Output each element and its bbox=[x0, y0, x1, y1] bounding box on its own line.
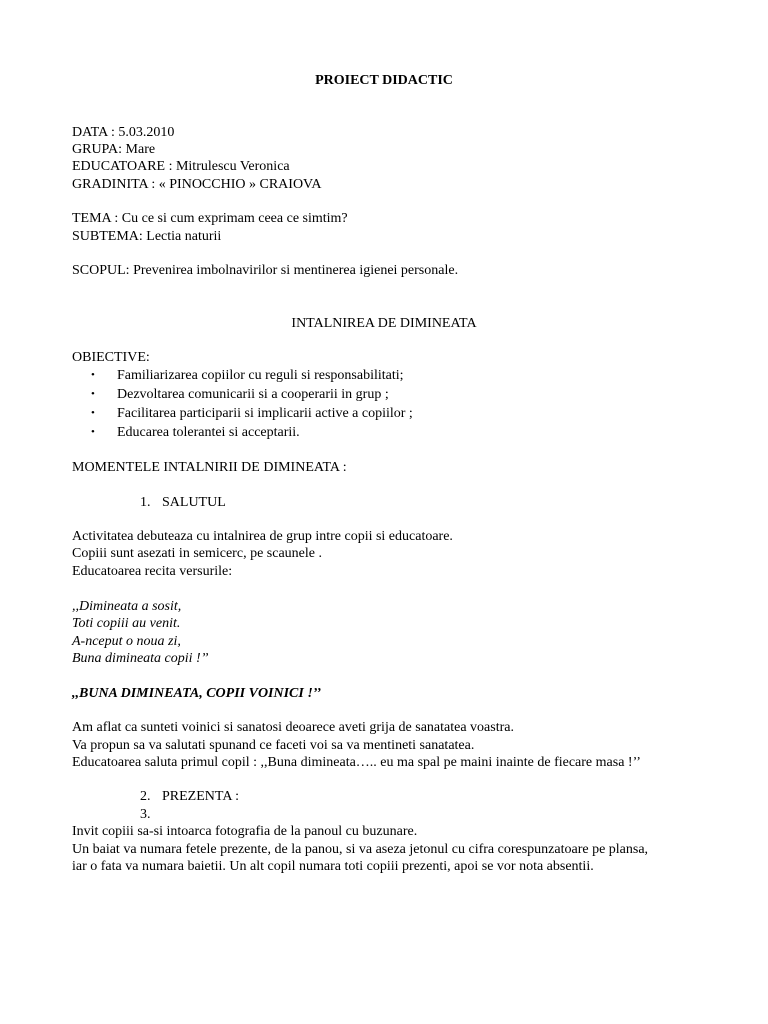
paragraph-line: Un baiat va numara fetele prezente, de la panou, si va aseza jetonul cu cifra corespunzatoare pe plansa, bbox=[72, 842, 649, 857]
document-title: PROIECT DIDACTIC bbox=[315, 73, 453, 88]
paragraph-line: Educatoarea recita versurile: bbox=[72, 564, 233, 579]
objective-item: Dezvoltarea comunicarii si a cooperarii in grup ; bbox=[117, 387, 389, 402]
paragraph-line: iar o fata va numara baietii. Un alt copil numara toti copiii prezenti, apoi se vor nota absentii. bbox=[72, 859, 594, 874]
paragraph-line: Activitatea debuteaza cu intalnirea de grup intre copii si educatoare. bbox=[72, 529, 453, 544]
gradinita-line: GRADINITA : « PINOCCHIO » CRAIOVA bbox=[72, 177, 322, 192]
bullet-icon: • bbox=[91, 369, 95, 381]
paragraph-line: Va propun sa va salutati spunand ce faceti voi sa va mentineti sanatatea. bbox=[72, 738, 475, 753]
momente-label: MOMENTELE INTALNIRII DE DIMINEATA : bbox=[72, 460, 347, 475]
objectives-label: OBIECTIVE: bbox=[72, 350, 150, 365]
educatoare-line: EDUCATOARE : Mitrulescu Veronica bbox=[72, 159, 290, 174]
step-number: 2. bbox=[140, 789, 151, 804]
grupa-line: GRUPA: Mare bbox=[72, 142, 156, 157]
step-label: PREZENTA : bbox=[162, 789, 240, 804]
data-line: DATA : 5.03.2010 bbox=[72, 125, 175, 140]
paragraph-line: Am aflat ca sunteti voinici si sanatosi deoarece aveti grija de sanatatea voastra. bbox=[72, 720, 514, 735]
poem-line: Toti copiii au venit. bbox=[72, 616, 181, 631]
section-heading: INTALNIREA DE DIMINEATA bbox=[291, 316, 477, 331]
greeting-heading: ,,BUNA DIMINEATA, COPII VOINICI !’’ bbox=[72, 686, 322, 701]
poem-line: Buna dimineata copii !’’ bbox=[72, 651, 209, 666]
scopul-line: SCOPUL: Prevenirea imbolnavirilor si mentinerea igienei personale. bbox=[72, 263, 459, 278]
step-label: SALUTUL bbox=[162, 495, 226, 510]
paragraph-line: Invit copiii sa-si intoarca fotografia de la panoul cu buzunare. bbox=[72, 824, 418, 839]
poem-line: ,,Dimineata a sosit, bbox=[72, 599, 182, 614]
objective-item: Facilitarea participarii si implicarii active a copiilor ; bbox=[117, 406, 413, 421]
bullet-icon: • bbox=[91, 407, 95, 419]
step-number: 3. bbox=[140, 807, 151, 822]
paragraph-line: Copiii sunt asezati in semicerc, pe scaunele . bbox=[72, 546, 322, 561]
objective-item: Familiarizarea copiilor cu reguli si responsabilitati; bbox=[117, 368, 404, 383]
bullet-icon: • bbox=[91, 426, 95, 438]
objective-item: Educarea tolerantei si acceptarii. bbox=[117, 425, 300, 440]
tema-line: TEMA : Cu ce si cum exprimam ceea ce simtim? bbox=[72, 211, 348, 226]
subtema-line: SUBTEMA: Lectia naturii bbox=[72, 229, 222, 244]
paragraph-line: Educatoarea saluta primul copil : ,,Buna dimineata….. eu ma spal pe maini inainte de fiecare masa !’’ bbox=[72, 755, 641, 770]
bullet-icon: • bbox=[91, 388, 95, 400]
poem-line: A-nceput o noua zi, bbox=[72, 634, 181, 649]
step-number: 1. bbox=[140, 495, 151, 510]
